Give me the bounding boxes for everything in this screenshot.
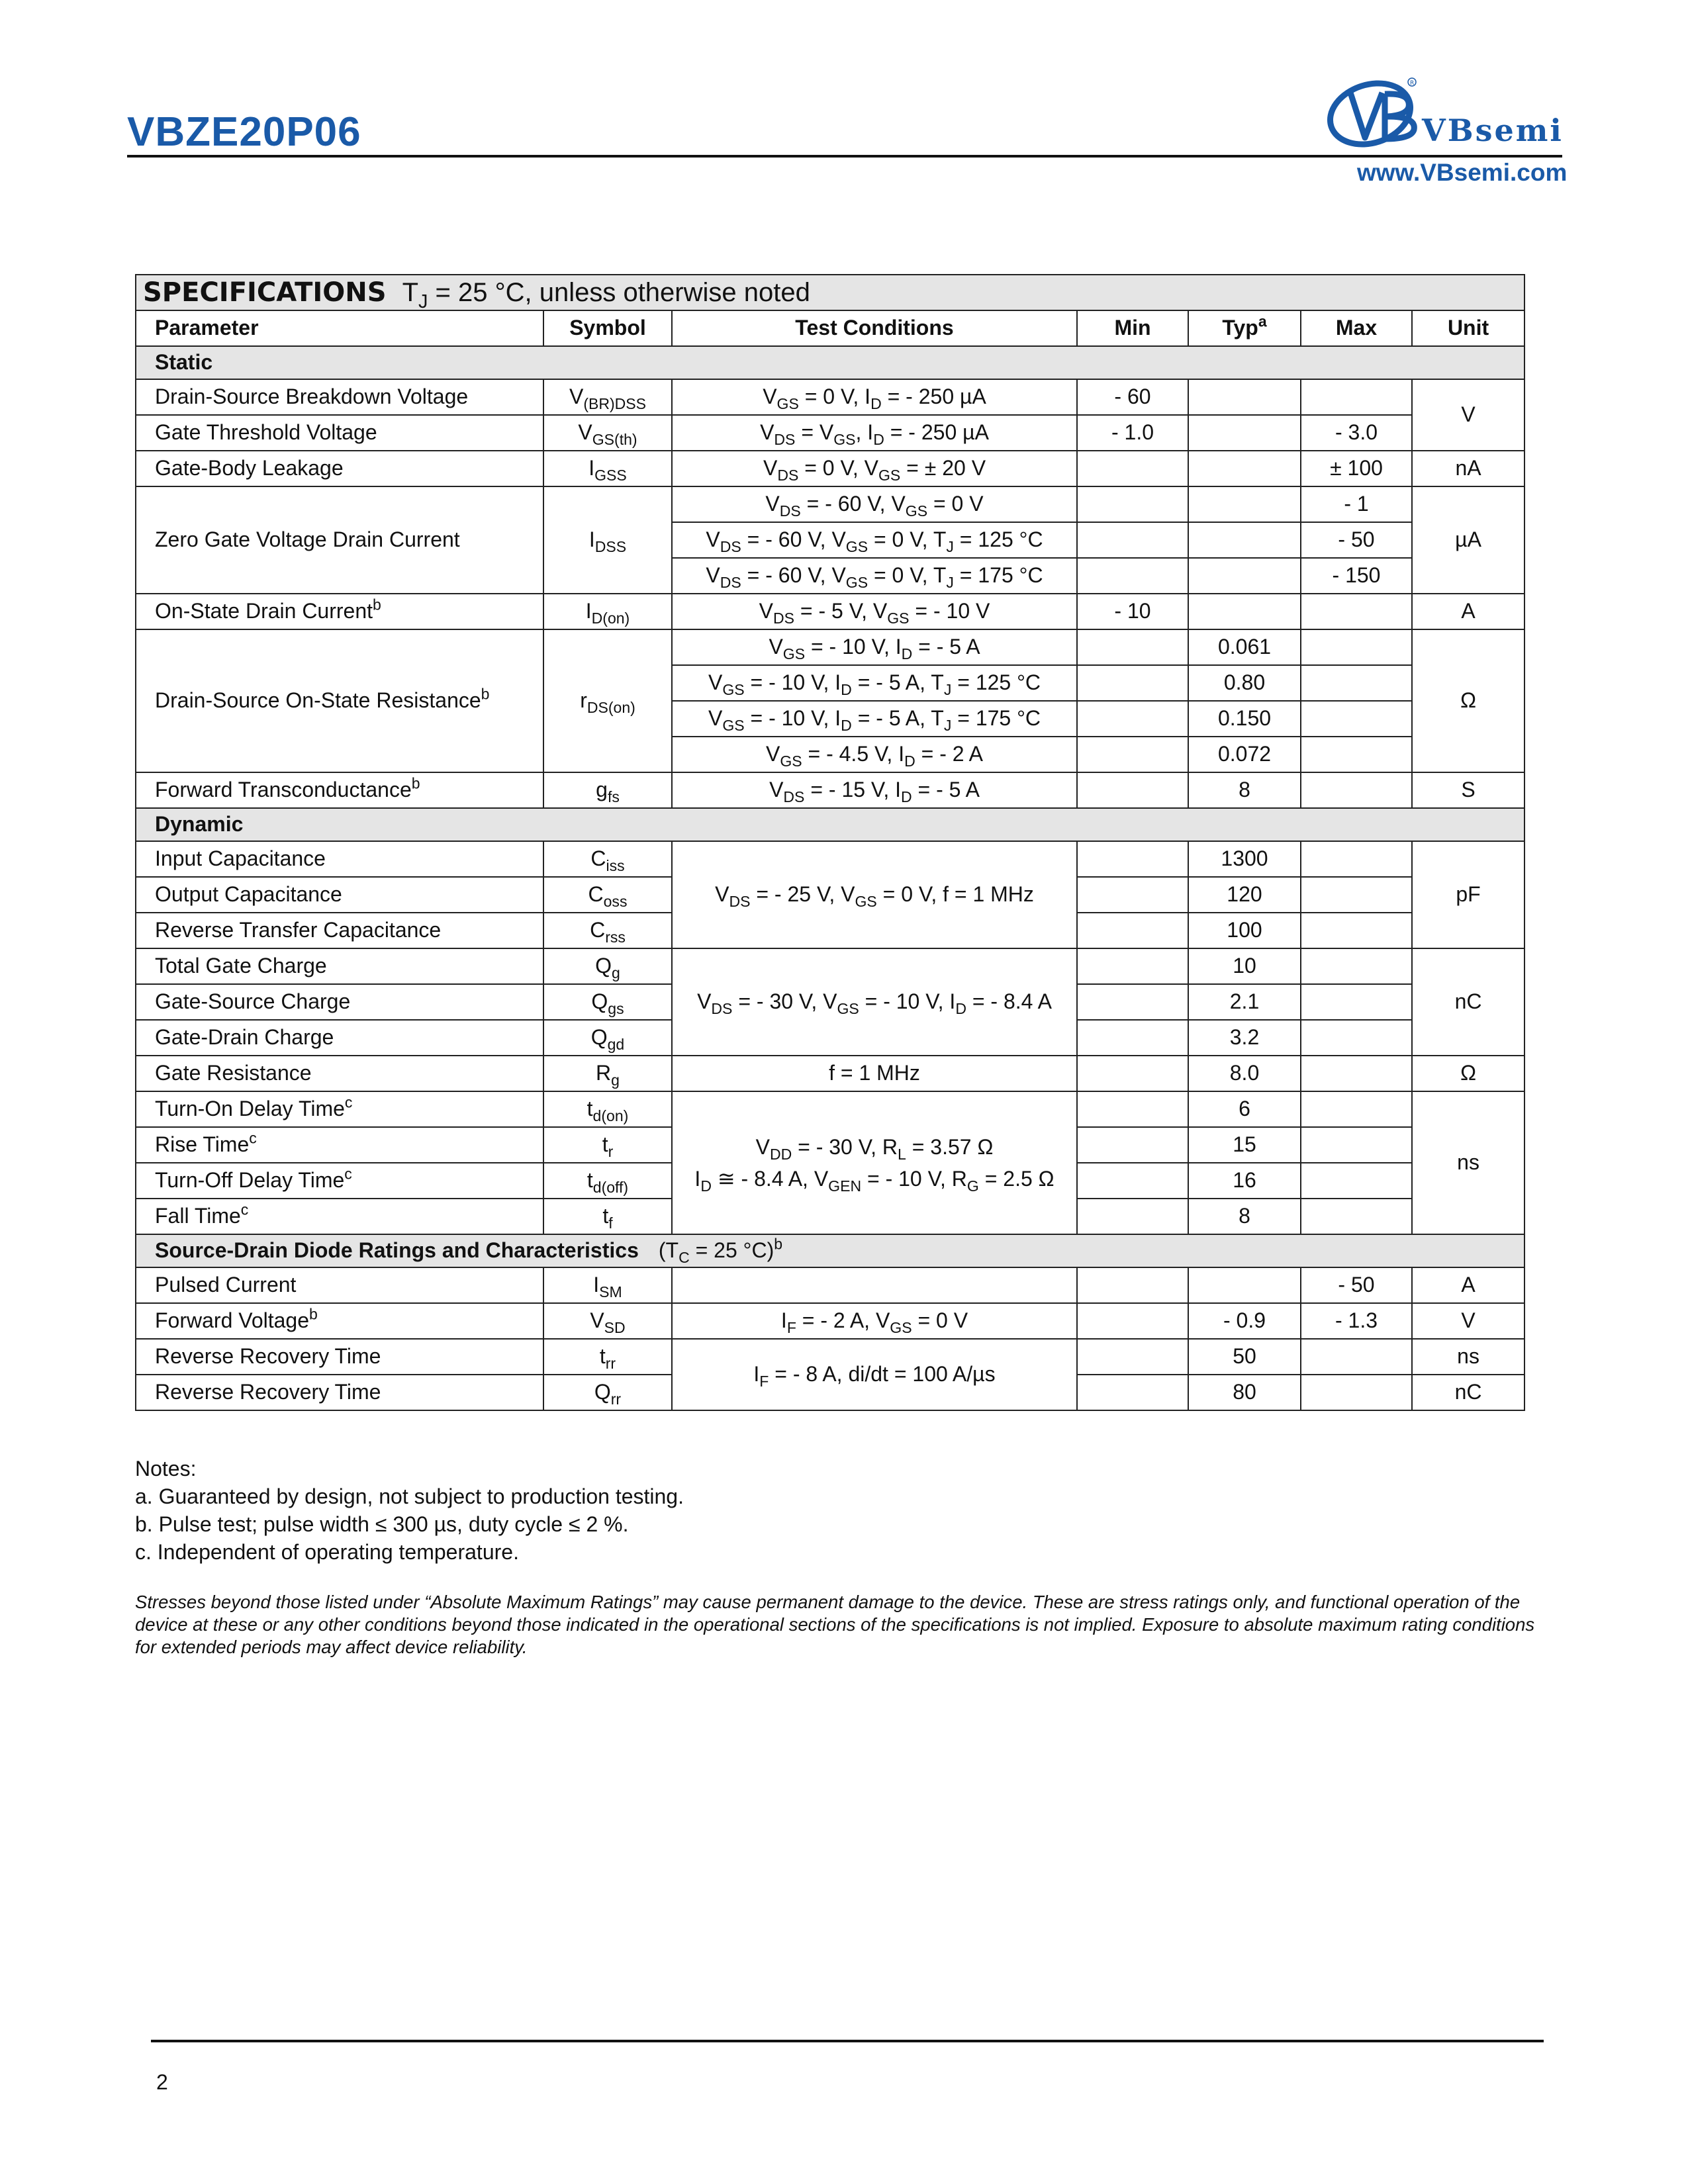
header-parameter: Parameter (136, 310, 543, 346)
table-row: $V_{GS}$ = - 10 V, $I_D$ = - 5 A, $T_J = 175$ °C 0.150 (136, 701, 1524, 737)
header-unit: Unit (1412, 310, 1524, 346)
table-row: Fall Time$^c$ $t_f$ 8 (136, 1199, 1524, 1234)
table-row: Gate Resistance $R_g$ f = 1 MHz 8.0 Ω (136, 1056, 1524, 1091)
table-row: Turn-On Delay Time$^c$ $t_{d(on)}$ $V_{DD}$ = - 30 V, $R_L = 3.57$ Ω $I_D$ ≅ - 8.4 A, $V_{GEN}$ = - 10 V, $R_G = 2.5$ Ω 6 ns (136, 1091, 1524, 1127)
table-title-row (136, 275, 1524, 310)
table-row: Reverse Transfer Capacitance $C_{rss}$ 100 (136, 913, 1524, 948)
table-row: Gate Threshold Voltage $V_{GS(th)}$ $V_{DS} = V_{GS}$, $I_D$ = - 250 µA - 1.0 - 3.0 (136, 415, 1524, 451)
website-link[interactable]: www.VBsemi.com (1357, 159, 1568, 186)
disclaimer: Stresses beyond those listed under “Absolute Maximum Ratings” may cause permanent damage to the device. These are stress ratings only, and functional operation of the device at these or any other conditions beyond those indicated in the operational sections of the specifications is not implied. Exposure to absolute maximum rating conditions for extended periods may affect device reliability. (135, 1592, 1535, 1657)
svg-text:R: R (1410, 80, 1415, 87)
header-test-conditions: Test Conditions (672, 310, 1077, 346)
table-row: Drain-Source Breakdown Voltage $V_{(BR)DSS}$ $V_{GS} = 0$ V, $I_D$ = - 250 µA - 60 V (136, 379, 1524, 415)
table-row: $V_{DS}$ = - 60 V, $V_{GS} = 0$ V, $T_J = 125$ °C - 50 (136, 522, 1524, 558)
header-symbol: Symbol (543, 310, 672, 346)
table-row: Gate-Body Leakage $I_{GSS}$ $V_{DS} = 0$ V, $V_{GS}$ = ± 20 V ± 100 nA (136, 451, 1524, 486)
table-row: $V_{GS}$ = - 10 V, $I_D$ = - 5 A, $T_J = 125$ °C 0.80 (136, 665, 1524, 701)
table-row: Zero Gate Voltage Drain Current $I_{DSS}$ $V_{DS}$ = - 60 V, $V_{GS} = 0$ V - 1 µA (136, 486, 1524, 522)
notes (135, 1455, 684, 1566)
table-row: Rise Time$^c$ $t_r$ 15 (136, 1127, 1524, 1163)
page-number: 2 (156, 2070, 168, 2094)
table-row: Pulsed Current $I_{SM}$ - 50 A (136, 1267, 1524, 1303)
table-row: $V_{GS}$ = - 4.5 V, $I_D$ = - 2 A 0.072 (136, 737, 1524, 772)
part-number-title: VBZE20P06 (127, 109, 361, 155)
header-max: Max (1301, 310, 1412, 346)
table-row: Output Capacitance $C_{oss}$ 120 (136, 877, 1524, 913)
note-a: a. Guaranteed by design, not subject to production testing. (135, 1484, 684, 1508)
note-c: c. Independent of operating temperature. (135, 1540, 519, 1564)
table-row: Forward Voltage$^b$ $V_{SD}$ $I_F$ = - 2 A, $V_{GS} = 0$ V - 0.9 - 1.3 V (136, 1303, 1524, 1339)
table-row: Drain-Source On-State Resistance$^b$ $r_{DS(on)}$ $V_{GS}$ = - 10 V, $I_D$ = - 5 A 0.061 Ω (136, 629, 1524, 665)
section-static: Static (136, 346, 1524, 379)
table-row: Gate-Drain Charge $Q_{gd}$ 3.2 (136, 1020, 1524, 1056)
table-row: On-State Drain Current$^b$ $I_{D(on)}$ $V_{DS}$ = - 5 V, $V_{GS}$ = - 10 V - 10 A (136, 594, 1524, 629)
section-dynamic: Dynamic (136, 808, 1524, 841)
table-row: Input Capacitance $C_{iss}$ $V_{DS}$ = - 25 V, $V_{GS} = 0$ V, f = 1 MHz 1300 pF (136, 841, 1524, 877)
table-row: Turn-Off Delay Time$^c$ $t_{d(off)}$ 16 (136, 1163, 1524, 1199)
table-row: Forward Transconductance$^b$ $g_{fs}$ $V_{DS}$ = - 15 V, $I_D$ = - 5 A 8 S (136, 772, 1524, 808)
header-typ: Typ$^a$ (1188, 310, 1301, 346)
table-title: SPECIFICATIONS $T_J = 25$ °C, unless otherwise noted (136, 275, 1524, 310)
notes-heading: Notes: (135, 1457, 197, 1480)
table-row: Total Gate Charge $Q_g$ $V_{DS}$ = - 30 V, $V_{GS}$ = - 10 V, $I_D$ = - 8.4 A 10 nC (136, 948, 1524, 984)
brand-name: VBsemi (1422, 113, 1564, 148)
section-diode: Source-Drain Diode Ratings and Characteristics ($T_C = 25$ °C)$^b$ (136, 1234, 1524, 1267)
header-min: Min (1077, 310, 1188, 346)
table-row: Reverse Recovery Time $t_{rr}$ $I_F$ = - 8 A, di/dt = 100 A/µs 50 ns (136, 1339, 1524, 1375)
table-row: Reverse Recovery Time $Q_{rr}$ 80 nC (136, 1375, 1524, 1410)
table-row: $V_{DS}$ = - 60 V, $V_{GS} = 0$ V, $T_J = 175$ °C - 150 (136, 558, 1524, 594)
footer-rule (151, 2040, 1544, 2042)
table-row: Gate-Source Charge $Q_{gs}$ 2.1 (136, 984, 1524, 1020)
note-b: b. Pulse test; pulse width ≤ 300 µs, duty cycle ≤ 2 %. (135, 1512, 629, 1536)
column-header-row (136, 310, 1524, 346)
specifications-table (135, 274, 1525, 1411)
